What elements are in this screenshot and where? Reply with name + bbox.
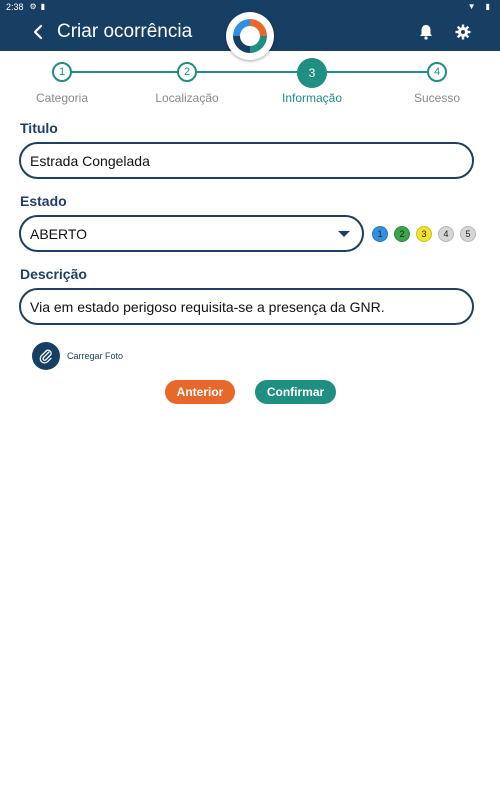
settings-button[interactable] [454,23,472,41]
status-time: 2:38 [6,1,24,12]
step-2-circle[interactable]: 2 [177,62,197,82]
descricao-label: Descrição [20,266,87,282]
dropdown-arrow-icon [338,231,350,237]
back-button[interactable] [28,21,48,43]
confirm-button[interactable]: Confirmar [255,380,336,404]
sd-card-icon: ▮ [40,2,46,11]
step-4-circle[interactable]: 4 [427,62,447,82]
app-logo [226,12,274,60]
gear-icon [454,23,472,41]
severity-levels [372,226,476,242]
bell-icon [417,23,435,41]
settings-status-icon: ⚙ [29,2,37,11]
level-1-option[interactable]: 1 [372,226,388,242]
estado-label: Estado [20,193,67,209]
back-arrow-icon [32,24,44,40]
notifications-button[interactable] [417,23,435,41]
estado-select[interactable] [19,215,364,252]
step-3-circle[interactable]: 3 [297,58,327,88]
upload-photo-button[interactable] [32,342,123,370]
level-5-option[interactable]: 5 [460,226,476,242]
upload-photo-label: Carregar Foto [67,351,124,361]
titulo-label: Titulo [20,120,58,136]
titulo-input[interactable] [19,142,474,179]
step-4-label: Sucesso [413,91,461,105]
step-2-label: Localização [155,91,219,105]
level-3-option[interactable]: 3 [416,226,432,242]
level-2-option[interactable]: 2 [394,226,410,242]
step-3-label: Informação [281,91,343,105]
titulo-value: Estrada Congelada [30,152,150,169]
step-1-circle[interactable]: 1 [52,62,72,82]
stepper-track [62,71,438,73]
battery-icon: ▮ [485,2,490,11]
level-4-option[interactable]: 4 [438,226,454,242]
paperclip-icon [32,342,60,370]
previous-button[interactable]: Anterior [165,380,235,404]
step-1-label: Categoria [35,91,89,105]
descricao-input[interactable] [19,288,474,325]
logo-icon [230,16,270,56]
page-title: Criar ocorrência [57,21,193,42]
estado-value: ABERTO [30,225,88,242]
descricao-value: Via em estado perigoso requisita-se a presença da GNR. [30,298,385,315]
wifi-icon: ▼ [467,2,476,11]
